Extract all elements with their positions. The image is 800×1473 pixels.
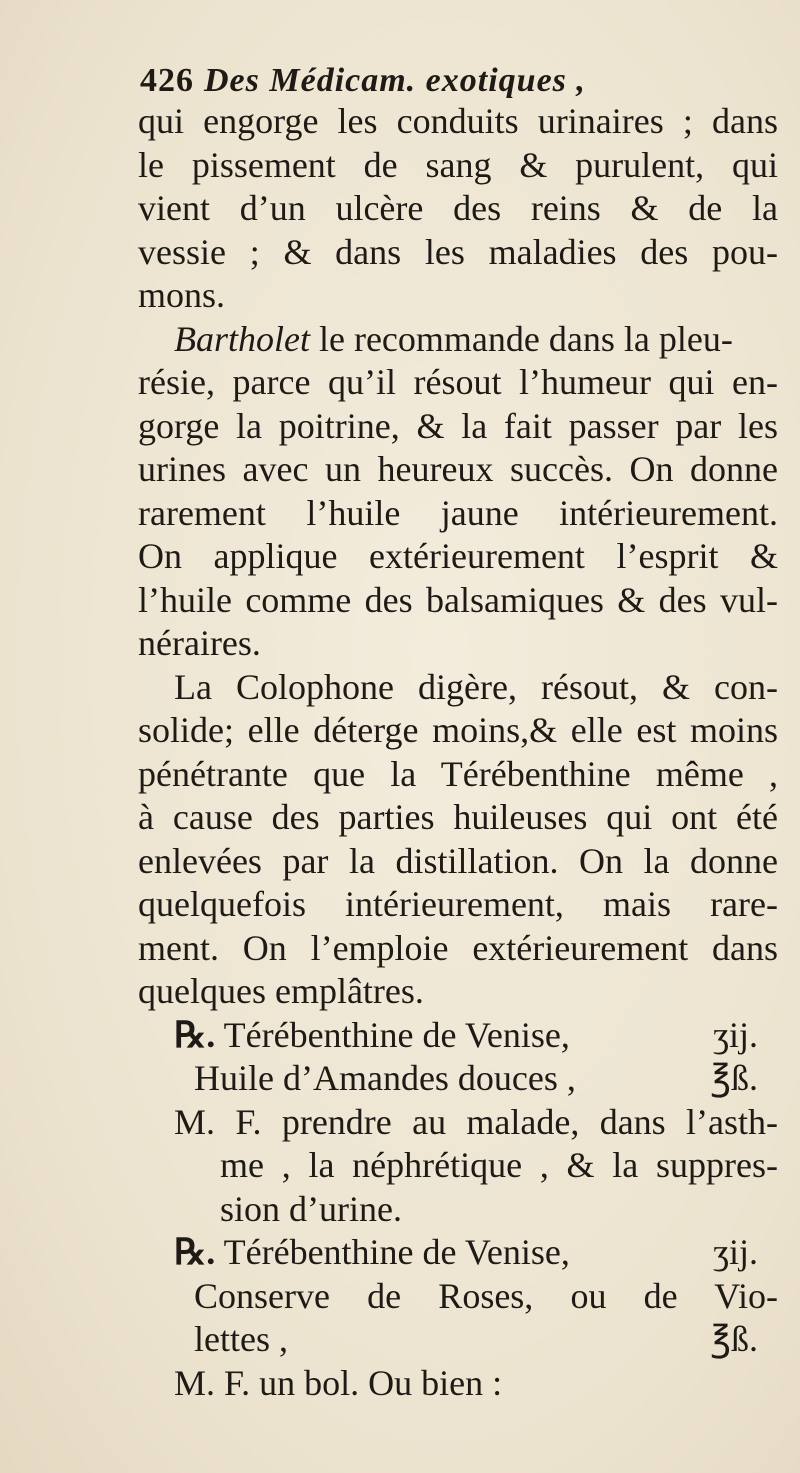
text-line: solide; elle déterge moins,& elle est moins bbox=[138, 710, 778, 750]
text-line: gorge la poitrine, & la fait passer par les bbox=[138, 405, 778, 446]
text-line: le pissement de sang & purulent, qui bbox=[138, 144, 778, 185]
recipe-ingredient: Conserve de Roses, ou de Vio- bbox=[194, 1275, 778, 1316]
text-line: La Colophone digère, résout, & con- bbox=[174, 666, 778, 707]
recipe-line bbox=[138, 1231, 758, 1275]
text-line: quelquefois intérieurement, mais rare- bbox=[138, 884, 778, 924]
text-line: vessie ; & dans les maladies des pou- bbox=[138, 231, 778, 272]
text-line: qui engorge les conduits urinaires ; dans bbox=[138, 101, 778, 141]
running-title: Des Médicam. exotiques , bbox=[204, 62, 586, 99]
text-line: pénétrante que la Térébenthine même , bbox=[138, 753, 778, 794]
recipe-amount: ℥ß. bbox=[710, 1319, 758, 1359]
recipe-line bbox=[138, 1318, 758, 1362]
recipe-ingredient: Huile d’Amandes douces , bbox=[194, 1058, 576, 1098]
page-number: 426 bbox=[140, 62, 194, 99]
author-name: Bartholet bbox=[174, 318, 310, 359]
text-line: On applique extérieurement l’esprit & bbox=[138, 536, 778, 576]
recipe-symbol: ℞. bbox=[174, 1014, 216, 1055]
text-line: enlevées par la distillation. On la donne bbox=[138, 840, 778, 881]
recipe-instruction: me , la néphrétique , & la suppres- bbox=[220, 1145, 778, 1185]
text-line: urines avec un heureux succès. On donne bbox=[138, 449, 778, 489]
recipe-line bbox=[138, 1014, 758, 1058]
text-line: mons. bbox=[138, 275, 226, 315]
text-line: vient d’un ulcère des reins & de la bbox=[138, 188, 778, 228]
paragraph-bartholet bbox=[138, 318, 778, 362]
text-fragment: le recommande dans la pleu- bbox=[309, 318, 733, 359]
text-line: rarement l’huile jaune intérieurement. bbox=[138, 492, 778, 533]
running-header bbox=[140, 62, 780, 100]
recipe-instruction: sion d’urine. bbox=[220, 1188, 402, 1229]
body-text bbox=[138, 100, 778, 1405]
recipe-ingredient: Térébenthine de Venise, bbox=[223, 1014, 570, 1055]
text-line: résie, parce qu’il résout l’humeur qui en- bbox=[138, 362, 778, 402]
recipe-symbol: ℞. bbox=[174, 1232, 216, 1272]
text-line: l’huile comme des balsamiques & des vul- bbox=[138, 579, 778, 620]
text-line: néraires. bbox=[138, 623, 261, 663]
recipe-amount: ʒij. bbox=[713, 1014, 758, 1055]
recipe-line bbox=[138, 1057, 758, 1101]
recipe-instruction: M. F. un bol. Ou bien : bbox=[174, 1362, 503, 1403]
text-line: à cause des parties huileuses qui ont été bbox=[138, 797, 778, 837]
recipe-amount: ℥ß. bbox=[710, 1058, 758, 1098]
recipe-ingredient: lettes , bbox=[194, 1319, 288, 1359]
recipe-ingredient: Térébenthine de Venise, bbox=[223, 1232, 570, 1272]
recipe-amount: ʒij. bbox=[713, 1232, 758, 1272]
recipe-instruction: M. F. prendre au malade, dans l’asth- bbox=[174, 1101, 778, 1142]
text-line: ment. On l’emploie extérieurement dans bbox=[138, 927, 778, 968]
text-line: quelques emplâtres. bbox=[138, 971, 424, 1011]
